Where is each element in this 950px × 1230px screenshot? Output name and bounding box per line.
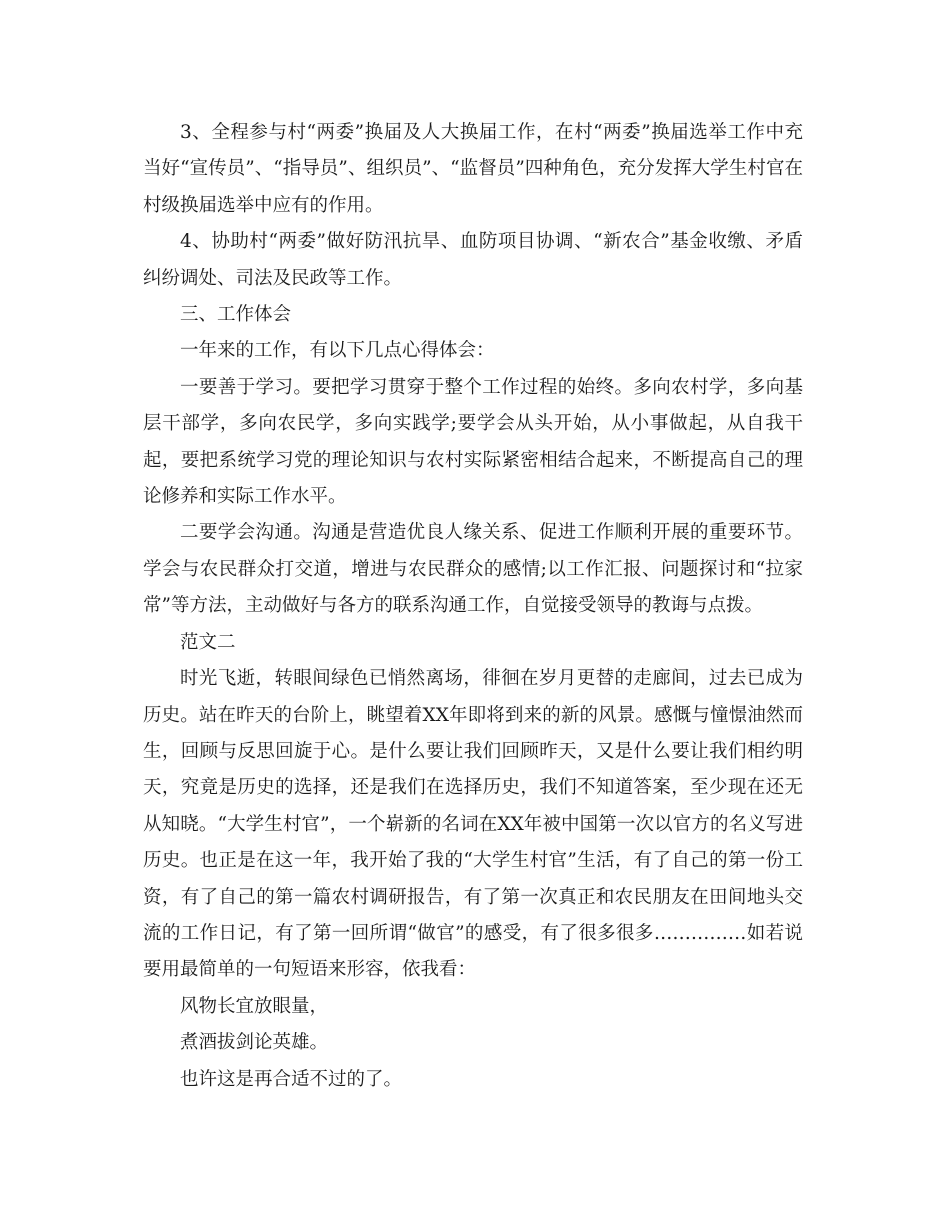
paragraph-intro-experience: 一年来的工作，有以下几点心得体会： [180,340,495,362]
document-body [143,115,803,1098]
paragraph-item-3: 3、全程参与村“两委”换届及人大换届工作，在村“两委”换届选举工作中充当好“宣传员”、“指导员”、组织员”、“监督员”四种角色，充分发挥大学生村官在村级换届选举中应有的作用。 [143,122,803,216]
poem-line-1: 风物长宜放眼量， [180,995,329,1017]
paragraph-item-4: 4、协助村“两委”做好防汛抗旱、血防项目协调、“新农合”基金收缴、矛盾纠纷调处、司法及民政等工作。 [143,231,803,289]
section-heading-work-experience: 三、工作体会 [180,304,292,326]
paragraph-learning: 一要善于学习。要把学习贯穿于整个工作过程的始终。多向农村学，多向基层干部学，多向农民学，多向实践学;要学会从头开始，从小事做起，从自我干起，要把系统学习党的理论知识与农村实际紧密相结合起来，不断提高自己的理论修养和实际工作水平。 [143,376,803,508]
paragraph-sample-two-body: 时光飞逝，转眼间绿色已悄然离场，徘徊在岁月更替的走廊间，过去已成为历史。站在昨天的台阶上，眺望着XX年即将到来的新的风景。感慨与憧憬油然而生，回顾与反思回旋于心。是什么要让我们回顾昨天，又是什么要让我们相约明天，究竟是历史的选择，还是我们在选择历史，我们不知道答案，至少现在还无从知晓。“大学生村官”，一个崭新的名词在XX年被中国第一次以官方的名义写进历史。也正是在这一年，我开始了我的“大学生村官”生活，有了自己的第一份工资，有了自己的第一篇农村调研报告，有了第一次真正和农民朋友在田间地头交流的工作日记，有了第一回所谓“做官”的感受，有了很多很多……………如若说要用最简单的一句短语来形容，依我看： [143,668,803,981]
paragraph-communication: 二要学会沟通。沟通是营造优良人缘关系、促进工作顺利开展的重要环节。学会与农民群众打交道，增进与农民群众的感情;以工作汇报、问题探讨和“拉家常”等方法，主动做好与各方的联系沟通工作，自觉接受领导的教诲与点拨。 [143,522,803,617]
closing-line: 也许这是再合适不过的了。 [180,1068,403,1090]
poem-line-2: 煮酒拔剑论英雄。 [180,1032,329,1054]
section-heading-sample-two: 范文二 [180,631,236,653]
